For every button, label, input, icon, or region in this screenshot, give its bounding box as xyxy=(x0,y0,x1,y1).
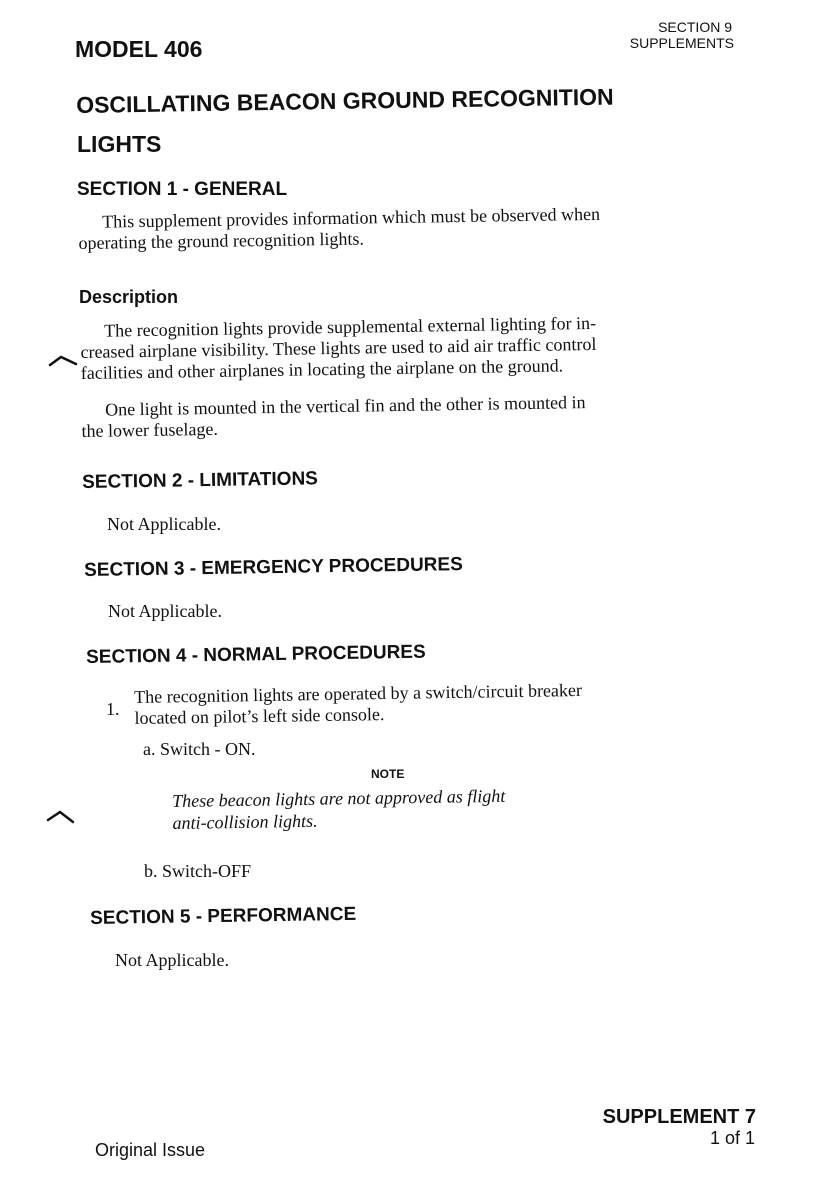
paragraph-line: creased airplane visibility. These lights are used to aid air traffic control xyxy=(80,333,597,362)
paragraph-line: One light is mounted in the vertical fin and the other is mounted in xyxy=(104,392,586,420)
paragraph-line: anti-collision lights. xyxy=(172,810,318,833)
paragraph-line: This supplement provides information which must be observed when xyxy=(101,203,601,232)
paragraph-line: The recognition lights are operated by a switch/circuit breaker xyxy=(134,679,583,707)
section-label: SECTION 9 xyxy=(658,19,732,35)
section-sub-label: SUPPLEMENTS xyxy=(629,35,734,51)
revision-change-bar xyxy=(46,808,76,824)
paragraph-line: located on pilot’s left side console. xyxy=(134,704,385,728)
section1-paragraph xyxy=(78,202,739,254)
paragraph-line: facilities and other airplanes in locating the airplane on the ground. xyxy=(80,355,564,383)
section5-text: Not Applicable. xyxy=(115,950,229,970)
step1-text xyxy=(134,677,747,729)
document-title-line2: LIGHTS xyxy=(77,131,162,157)
description-heading: Description xyxy=(79,287,179,307)
paragraph-line: the lower fuselage. xyxy=(81,418,219,441)
note-label: NOTE xyxy=(371,767,405,781)
section2-text: Not Applicable. xyxy=(107,514,221,534)
section5-heading: SECTION 5 - PERFORMANCE xyxy=(90,903,357,929)
description-paragraph-2 xyxy=(81,390,744,442)
section3-text: Not Applicable. xyxy=(108,601,222,621)
supplement-number: SUPPLEMENT 7 xyxy=(602,1106,756,1128)
step-a: a. Switch - ON. xyxy=(143,739,256,759)
paragraph-line: The recognition lights provide supplemental external lighting for in- xyxy=(103,312,597,341)
section2-heading: SECTION 2 - LIMITATIONS xyxy=(82,468,319,493)
page-number: 1 of 1 xyxy=(709,1128,755,1148)
model-title: MODEL 406 xyxy=(75,36,203,62)
description-paragraph-1 xyxy=(80,311,741,384)
section4-heading: SECTION 4 - NORMAL PROCEDURES xyxy=(86,641,426,668)
revision-change-bar xyxy=(48,354,78,368)
section3-heading: SECTION 3 - EMERGENCY PROCEDURES xyxy=(84,554,463,581)
step-b: b. Switch-OFF xyxy=(144,861,252,881)
section1-heading: SECTION 1 - GENERAL xyxy=(77,179,288,200)
paragraph-line: These beacon lights are not approved as flight xyxy=(172,785,506,811)
step1-number: 1. xyxy=(106,699,120,719)
document-title-line1: OSCILLATING BEACON GROUND RECOGNITION xyxy=(76,83,614,118)
note-text xyxy=(172,783,633,834)
issue-label: Original Issue xyxy=(95,1140,206,1160)
paragraph-line: operating the ground recognition lights. xyxy=(78,228,365,253)
